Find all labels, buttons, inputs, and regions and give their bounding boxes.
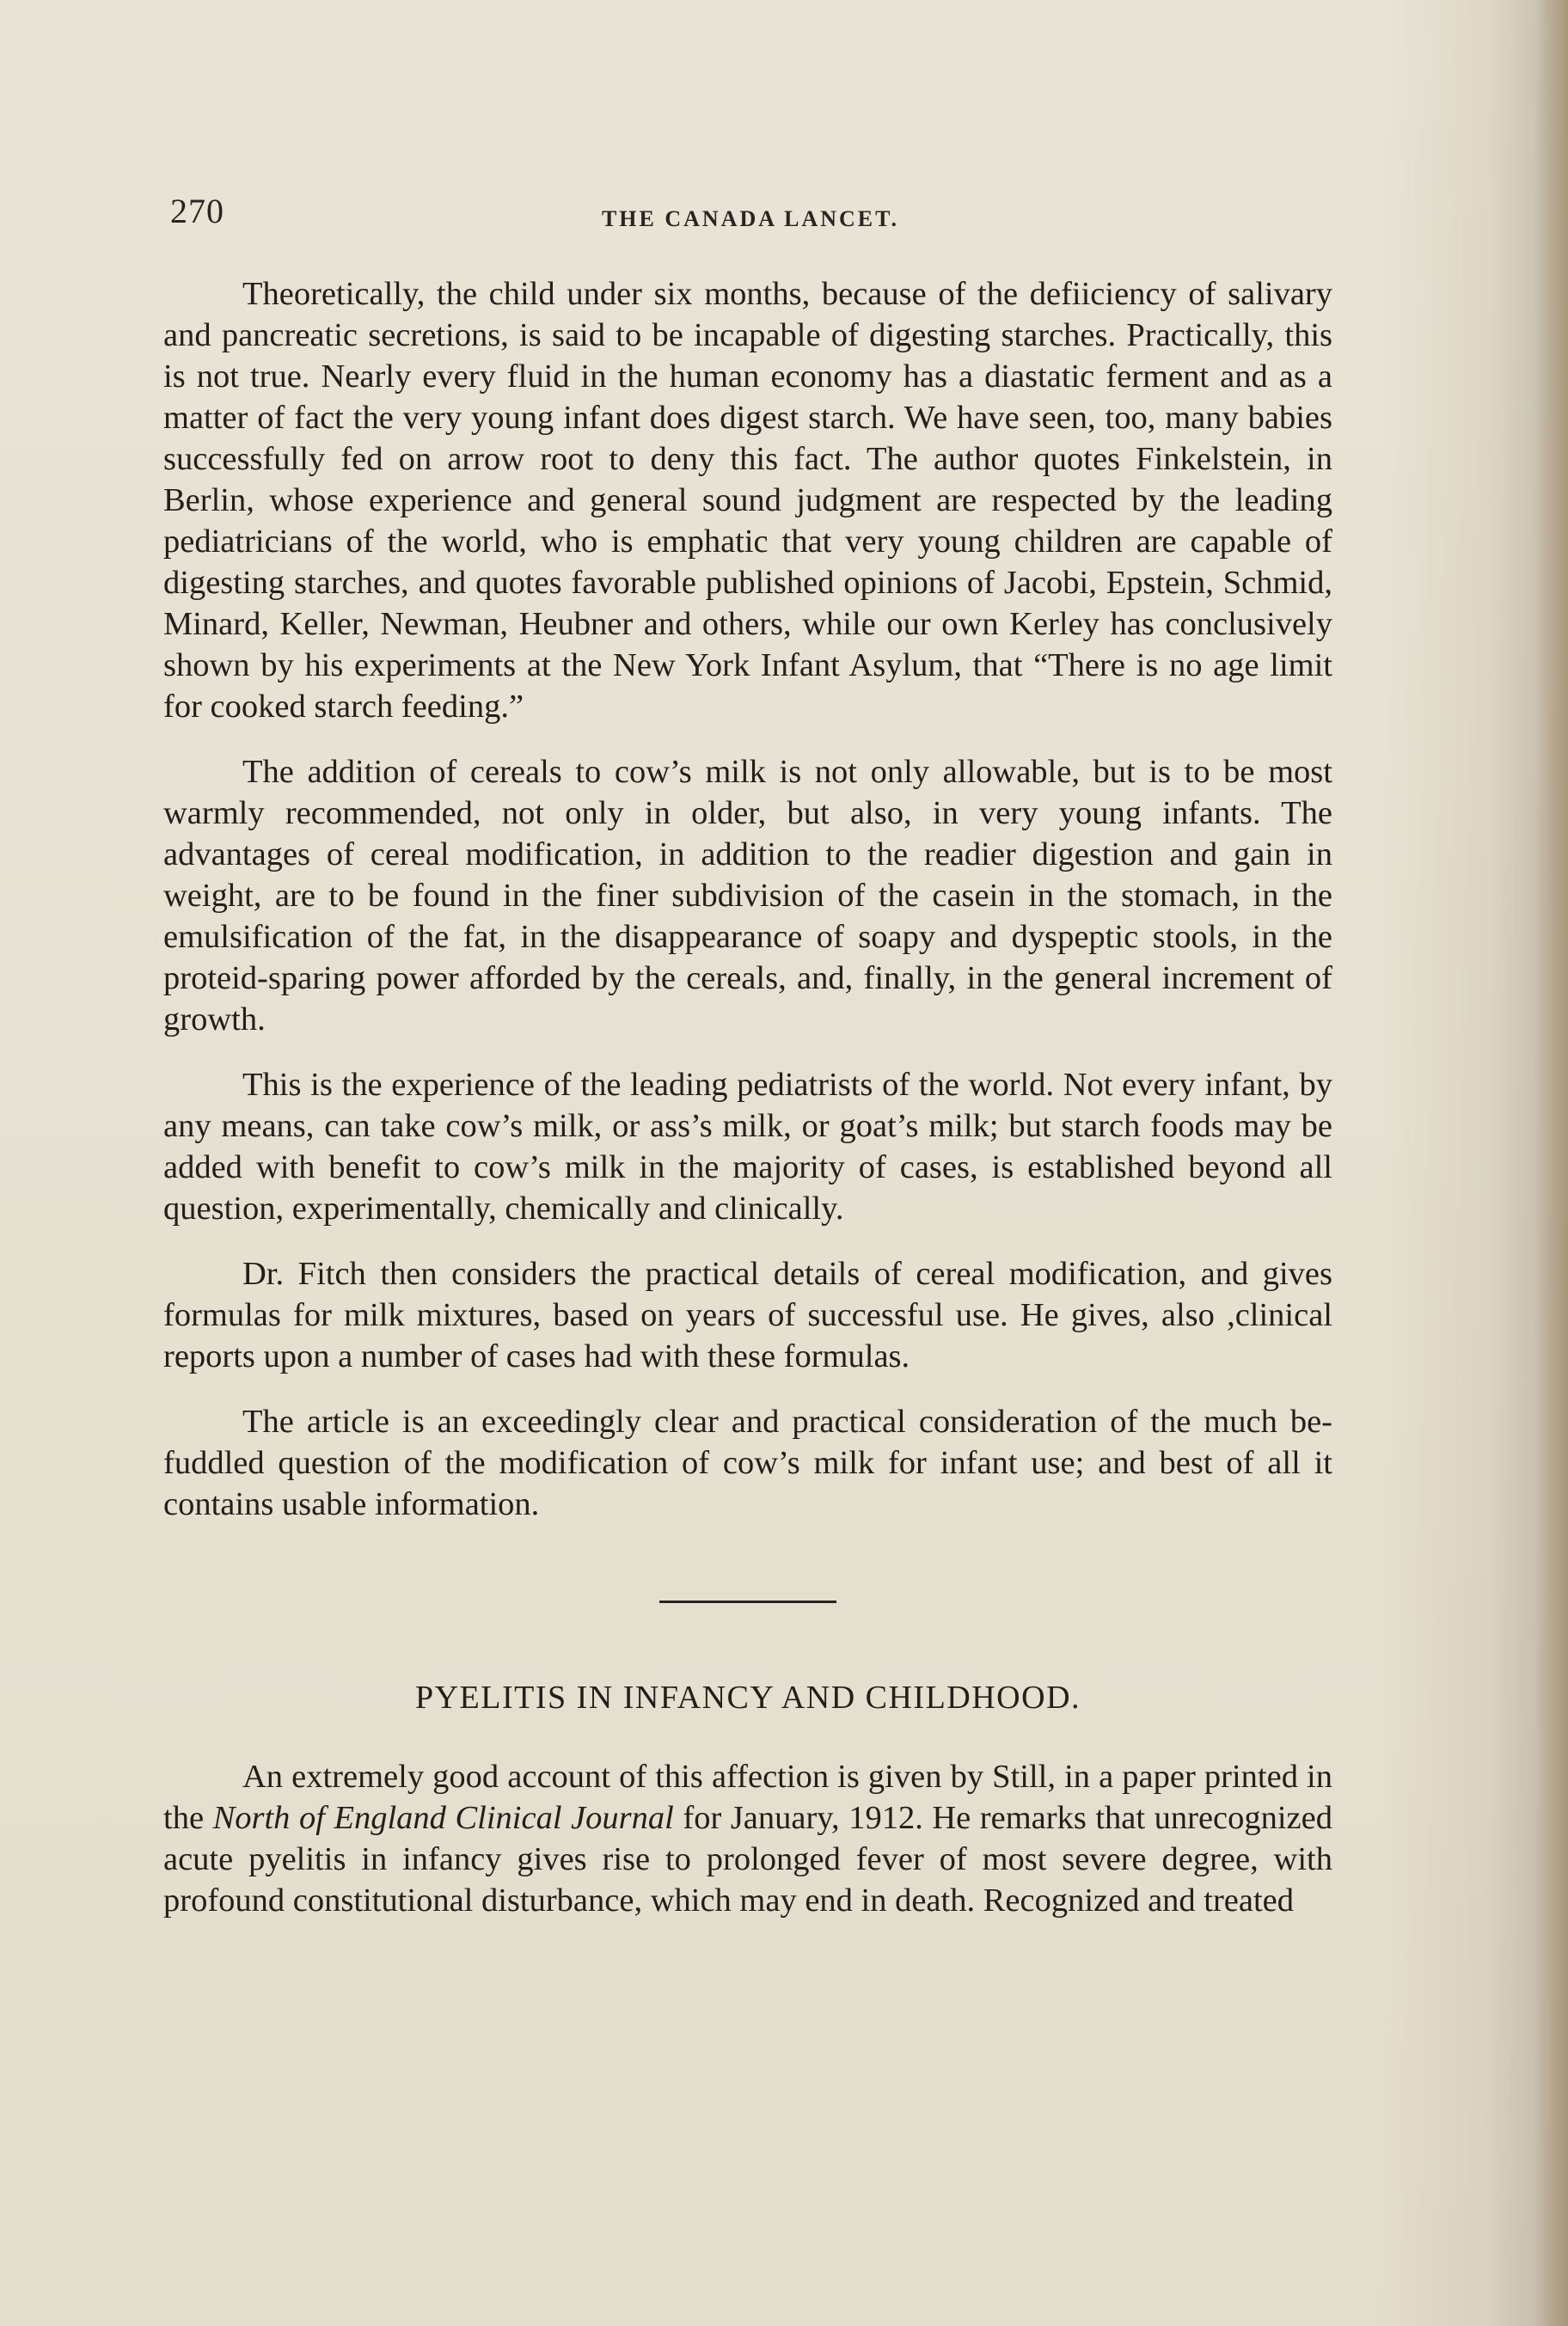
section-paragraph <box>163 1756 1332 1921</box>
page-header <box>170 191 1331 242</box>
article-body <box>163 273 1332 1945</box>
section-title: PYELITIS IN INFANCY AND CHILDHOOD. <box>414 1680 1081 1716</box>
paragraph: This is the experience of the leading pediatrists of the world. Not every infant, by any means, can take cow’s milk, or ass’s milk, or goat’s milk; but starch foods may be added with benefit to cow’s milk in the majority of cases, is established beyond all question, experimentally, chemically and clinically. <box>163 1067 1332 1227</box>
paragraph: Dr. Fitch then considers the practical details of cereal modification, and gives formulas for milk mixtures, based on years of successful use. He gives, also ,clinical reports upon a number of cases had with these formulas. <box>163 1256 1332 1374</box>
paragraph: The addition of cereals to cow’s milk is not only allowable, but is to be most warmly recommended, not only in older, but also, in very young infants. The advantages of cereal modification, in addition to the readier digestion and gain in weight, are to be found in the finer subdivision of the casein in the stomach, in the emulsification of the fat, in the disappearance of soapy and dyspeptic stools, in the proteid-sparing power afforded by the cereals, and, finally, in the general increment of growth. <box>163 754 1332 1038</box>
page-number: 270 <box>170 192 224 230</box>
paragraph-text: for January, 1912. He remarks that unrecognized acute pyelitis in infancy gives rise to prolonged fever of most severe degree, with profound constitutional disturbance, which may end in death. Recognized and treated <box>163 1800 1332 1919</box>
journal-title: North of England Clinical Journal <box>212 1800 674 1836</box>
page-edge-shadow <box>1534 0 1568 2326</box>
running-head: THE CANADA LANCET. <box>601 206 900 231</box>
paragraph: Theoretically, the child under six months, because of the defiiciency of salivary and pancreatic secretions, is said to be incapable of digesting starches. Practically, this is not true. Nearly every fluid in the human economy has a diastatic ferment and as a matter of fact the very young infant does digest starch. We have seen, too, many babies successfully fed on arrow root to deny this fact. The author quotes Finkelstein, in Berlin, whose experience and general sound judgment are respected by the leading pediatricians of the world, who is emphatic that very young children are capable of digesting starches, and quotes favorable published opinions of Jacobi, Epstein, Schmid, Minard, Keller, Newman, Heubner and others, while our own Kerley has conclusively shown by his experiments at the New York Infant Asylum, that “There is no age limit for cooked starch feeding.” <box>163 276 1332 725</box>
paragraph: The article is an exceedingly clear and practical consideration of the much be-fuddled question of the modification of cow’s milk for infant use; and best of all it contains usable information. <box>163 1404 1332 1522</box>
paragraph-text: An extremely good account of this affection is given by Still, in a paper printed in the <box>163 1759 1332 1836</box>
section-divider-rule <box>659 1601 836 1603</box>
